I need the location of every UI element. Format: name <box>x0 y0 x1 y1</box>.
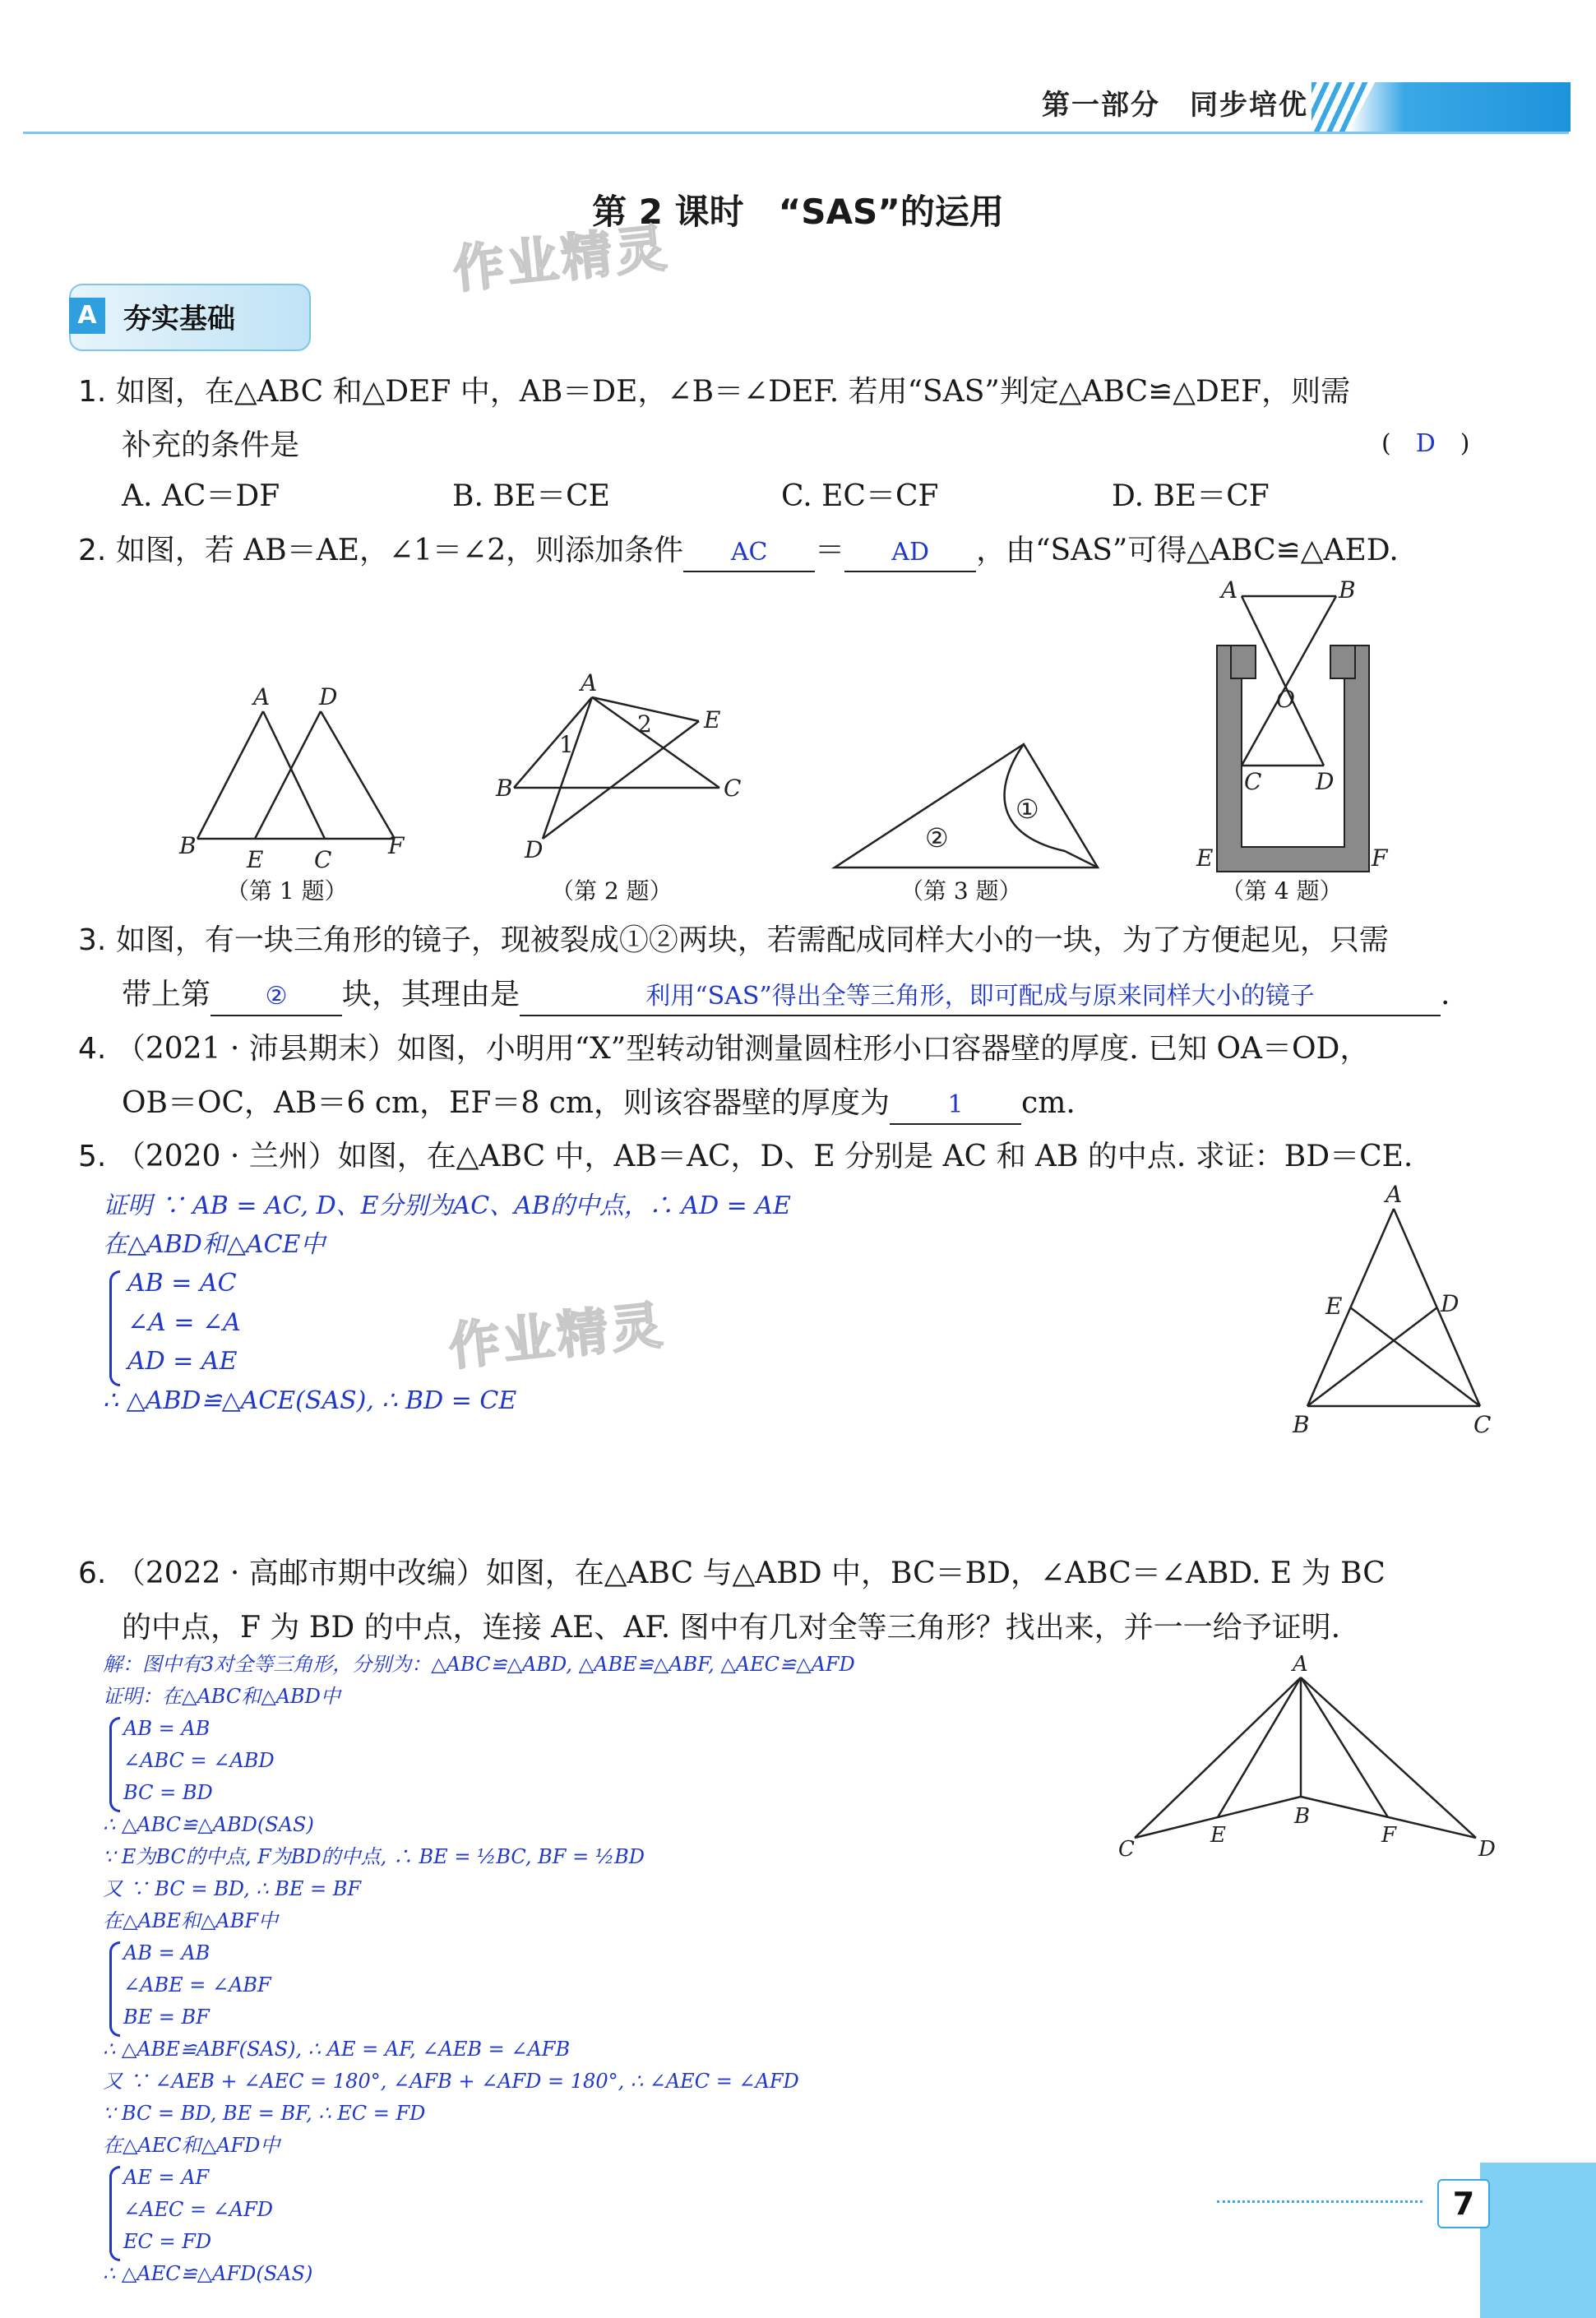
question-text: （2020 · 兰州）如图，在△ABC 中，AB＝AC，D、E 分别是 AC 和 AB 的中点. 求证：BD＝CE. <box>115 1140 1413 1173</box>
header-rule <box>23 132 1569 134</box>
fig1-label-a: A <box>253 683 271 710</box>
q5-solution-line-2: 在△ABD和△ACE中 <box>103 1230 326 1259</box>
fig6-label-a: A <box>1293 1653 1308 1677</box>
question-text: 如图，在△ABC 和△DEF 中，AB＝DE，∠B＝∠DEF. 若用“SAS”判定△ABC≌△DEF，则需 <box>115 375 1351 409</box>
q5-condition-1: AB = AC <box>127 1269 237 1298</box>
fig5-label-b: B <box>1293 1411 1310 1438</box>
fig4-label-e: E <box>1196 844 1214 872</box>
option-d: D. BE＝CF <box>1112 479 1270 513</box>
q6-solution-line-7: ∴ △ABE≌ABF(SAS), ∴ AE = AF, ∠AEB = ∠AFB <box>103 2038 571 2061</box>
fig4-label-d: D <box>1316 768 1335 795</box>
header-section-label: 第一部分 同步培优 <box>1042 89 1308 122</box>
question-1-line2: 补充的条件是 <box>122 428 300 462</box>
fig1-label-e: E <box>247 846 264 873</box>
figures-row <box>164 580 1431 909</box>
fig5-label-a: A <box>1386 1184 1403 1208</box>
q6-solution-line-4: ∵ E为BC的中点, F为BD的中点, ∴ BE = ½BC, BF = ½BD <box>103 1845 645 1868</box>
fig5-label-c: C <box>1473 1411 1492 1438</box>
figure-6 <box>1118 1653 1497 1867</box>
fig6-label-b: B <box>1294 1804 1311 1829</box>
fig2-label-a: A <box>581 669 598 696</box>
q6-brace-3 <box>109 2166 120 2261</box>
option-b: B. BE＝CE <box>452 479 610 513</box>
question-5 <box>78 1139 1413 1175</box>
q6-condition-1b: ∠ABC = ∠ABD <box>123 1749 275 1772</box>
fig5-label-e: E <box>1325 1293 1343 1320</box>
q6-solution-line-2: 证明：在△ABC和△ABD中 <box>103 1685 340 1708</box>
page-dots-decoration <box>1217 2200 1423 2203</box>
fig2-angle-1: 1 <box>559 731 574 758</box>
fill-blank[interactable]: 1 <box>890 1087 1021 1125</box>
question-number: 4. <box>78 1032 107 1066</box>
question-text-end: ，由“SAS”可得△ABC≌△AED. <box>976 534 1399 567</box>
fig6-label-c: C <box>1118 1837 1135 1862</box>
q6-condition-2a: AB = AB <box>123 1941 210 1964</box>
question-6-line2: 的中点，F 为 BD 的中点，连接 AE、AF. 图中有几对全等三角形？找出来，并一一给予证明. <box>122 1611 1341 1645</box>
fig2-label-b: B <box>496 775 513 802</box>
fig4-label-o: O <box>1276 686 1295 713</box>
option-a: A. AC＝DF <box>122 479 280 513</box>
watermark: 作业精灵 <box>446 1294 668 1377</box>
answer-paren: ( D ) <box>1381 429 1470 458</box>
fill-blank-2[interactable]: 利用“SAS”得出全等三角形，即可配成与原来同样大小的镜子 <box>520 979 1441 1016</box>
caption-figure-3: （第 3 题） <box>900 877 1022 905</box>
fig1-label-b: B <box>179 832 197 859</box>
fig4-label-f: F <box>1372 844 1388 872</box>
watermark: 作业精灵 <box>450 217 673 300</box>
question-number: 1. <box>78 375 107 409</box>
q6-solution-line-3: ∴ △ABC≌△ABD(SAS) <box>103 1813 314 1836</box>
q6-condition-1c: BC = BD <box>123 1781 213 1804</box>
answer-choice: D <box>1415 429 1436 458</box>
fig2-label-d: D <box>525 836 544 863</box>
q6-condition-1a: AB = AB <box>123 1717 210 1740</box>
question-3-line2 <box>122 977 1450 1016</box>
caption-figure-2: （第 2 题） <box>551 877 673 905</box>
question-number: 6. <box>78 1557 107 1590</box>
question-text: 带上第 <box>122 978 211 1011</box>
fill-blank-1[interactable]: AC <box>683 534 815 572</box>
fill-blank-2[interactable]: AD <box>844 534 976 572</box>
fig4-label-a: A <box>1221 580 1238 604</box>
q6-solution-line-9: ∵ BC = BD, BE = BF, ∴ EC = FD <box>103 2102 426 2125</box>
question-text: 块，其理由是 <box>342 978 520 1011</box>
question-3 <box>78 923 1389 959</box>
fig2-angle-2: 2 <box>637 710 652 738</box>
caption-figure-1: （第 1 题） <box>226 877 348 905</box>
question-number: 2. <box>78 534 107 567</box>
question-text: 如图，若 AB＝AE，∠1＝∠2，则添加条件 <box>115 534 684 567</box>
lesson-title: 第 2 课时 “SAS”的运用 <box>592 192 1004 232</box>
fig5-label-d: D <box>1441 1290 1460 1317</box>
fig4-label-b: B <box>1339 580 1356 604</box>
figure-2 <box>514 697 719 839</box>
figure-3 <box>835 744 1098 868</box>
question-1 <box>78 374 1350 410</box>
fig6-label-e: E <box>1210 1823 1226 1848</box>
fill-blank-1[interactable]: ② <box>210 979 342 1016</box>
caption-figure-4: （第 4 题） <box>1221 877 1343 905</box>
section-letter: A <box>69 298 105 334</box>
equals-sign: ＝ <box>815 534 845 567</box>
page-edge-strip <box>1480 2163 1596 2318</box>
question-6 <box>78 1556 1386 1592</box>
page-number: 7 <box>1437 2179 1490 2228</box>
question-2 <box>78 533 1399 572</box>
header-decoration-band <box>1349 82 1571 132</box>
question-number: 3. <box>78 923 107 957</box>
q6-solution-line-5: 又 ∵ BC = BD, ∴ BE = BF <box>103 1877 362 1900</box>
q6-solution-line-8: 又 ∵ ∠AEB + ∠AEC = 180°, ∠AFB + ∠AFD = 180°, ∴ ∠AEC = ∠AFD <box>103 2070 799 2093</box>
fig4-label-c: C <box>1244 768 1262 795</box>
question-text: 如图，有一块三角形的镜子，现被裂成①②两块，若需配成同样大小的一块，为了方便起见，只需 <box>115 923 1389 957</box>
fig1-label-f: F <box>388 832 405 859</box>
figure-1 <box>197 711 395 839</box>
option-c: C. EC＝CF <box>781 479 939 513</box>
fig6-label-d: D <box>1478 1837 1496 1862</box>
fig1-label-d: D <box>319 683 338 710</box>
q6-condition-3a: AE = AF <box>123 2166 210 2189</box>
q5-condition-2: ∠A = ∠A <box>127 1308 241 1337</box>
question-4 <box>78 1031 1369 1067</box>
q6-solution-conclusion: ∴ △AEC≌△AFD(SAS) <box>103 2262 313 2285</box>
q5-solution-conclusion: ∴ △ABD≌△ACE(SAS), ∴ BD = CE <box>103 1386 517 1415</box>
q6-brace-1 <box>109 1717 120 1812</box>
figure-5 <box>1283 1184 1497 1447</box>
q6-condition-3c: EC = FD <box>123 2230 212 2253</box>
question-text: OB＝OC，AB＝6 cm，EF＝8 cm，则该容器壁的厚度为 <box>122 1086 891 1120</box>
section-title: 夯实基础 <box>123 303 235 335</box>
q5-brace <box>109 1270 120 1386</box>
question-text-end: cm. <box>1021 1086 1076 1120</box>
fig1-label-c: C <box>314 846 332 873</box>
question-text-end: . <box>1441 978 1450 1011</box>
fig2-label-e: E <box>704 706 721 733</box>
question-4-line2 <box>122 1085 1076 1125</box>
q5-condition-3: AD = AE <box>127 1347 238 1376</box>
q6-condition-2c: BE = BF <box>123 2006 210 2029</box>
fig3-piece-1: ① <box>1015 793 1039 825</box>
q6-solution-line-1: 解：图中有3对全等三角形，分别为：△ABC≌△ABD, △ABE≌△ABF, △AEC≌△AFD <box>103 1653 855 1676</box>
question-number: 5. <box>78 1140 107 1173</box>
q6-solution-line-6: 在△ABE和△ABF中 <box>103 1909 279 1932</box>
fig2-label-c: C <box>724 775 742 802</box>
q5-solution-line-1: 证明 ∵ AB = AC, D、E分别为AC、AB的中点，∴ AD = AE <box>103 1191 791 1220</box>
q6-brace-2 <box>109 1941 120 2037</box>
q6-condition-2b: ∠ABE = ∠ABF <box>123 1973 271 1996</box>
question-text: （2022 · 高邮市期中改编）如图，在△ABC 与△ABD 中，BC＝BD，∠ABC＝∠ABD. E 为 BC <box>115 1557 1386 1590</box>
fig6-label-f: F <box>1381 1823 1397 1848</box>
q6-condition-3b: ∠AEC = ∠AFD <box>123 2198 274 2221</box>
figure-4 <box>1217 596 1369 872</box>
question-text: （2021 · 沛县期末）如图，小明用“X”型转动钳测量圆柱形小口容器壁的厚度. 已知 OA＝OD， <box>115 1032 1370 1066</box>
q6-solution-line-10: 在△AEC和△AFD中 <box>103 2134 280 2157</box>
fig3-piece-2: ② <box>925 822 949 854</box>
